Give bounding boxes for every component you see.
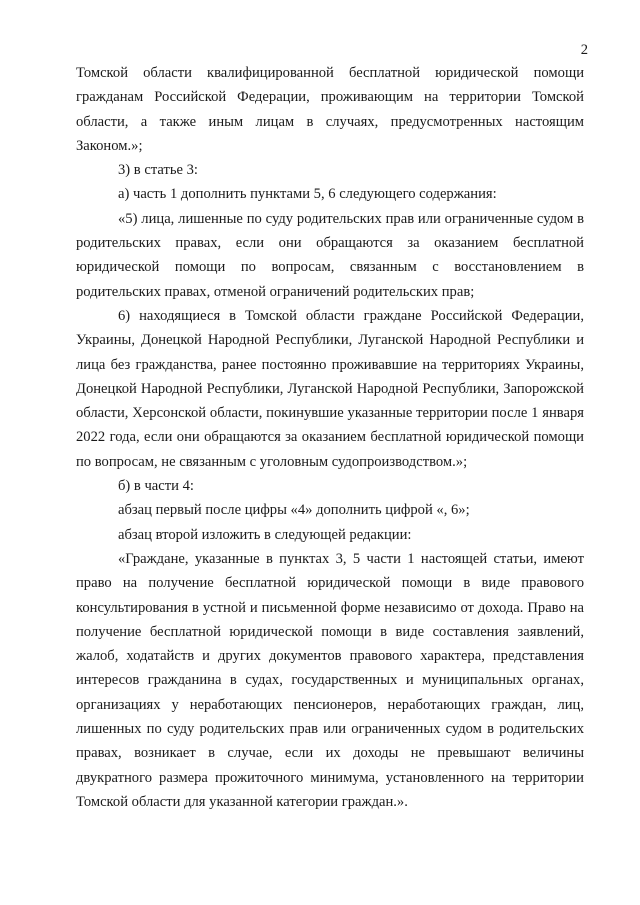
page-number: 2 [580,42,588,58]
paragraph-article-3-heading: 3) в статье 3: [118,162,198,179]
paragraph-new-wording: «Граждане, указанные в пунктах 3, 5 части 1 настоящей статьи, имеют право на получение бесплатной юридической помощи в виде правового консультирования в устной и письменной форме независимо от дохода. Право на получение бесплатной юридической помощи в виде составления заявлений, жалоб, ходатайств и других документов правового характера, представления интересов гражданина в судах, государственных и муниципальных органах, организациях у неработающих пенсионеров, неработающих граждан, лиц, лишенных по суду родительских прав или ограниченных судом в родительских правах, возникает в случае, если их доходы не превышают величины двукратного размера прожиточного минимума, установленного на территории Томской области для указанной категории граждан.». [76,550,584,810]
paragraph-part-4-heading: б) в части 4: [118,478,194,495]
paragraph-part-1-amendment: а) часть 1 дополнить пунктами 5, 6 следующего содержания: [118,186,497,203]
paragraph-item-5: «5) лица, лишенные по суду родительских прав или ограниченные судом в родительских правах, если они обращаются за оказанием бесплатной юридической помощи по вопросам, связанным с восстановлением в родительских правах, отменой ограничений родительских прав; [76,210,584,300]
document-body [76,61,584,814]
paragraph-continuation: Томской области квалифицированной бесплатной юридической помощи гражданам Российской Федерации, проживающим на территории Томской области, а также иным лицам в случаях, предусмотренных настоящим Законом.»; [76,65,584,154]
paragraph-second-clause-amendment: абзац второй изложить в следующей редакции: [118,526,412,543]
paragraph-item-6: 6) находящиеся в Томской области граждане Российской Федерации, Украины, Донецкой Народной Республики, Луганской Народной Республики и лица без гражданства, ранее постоянно проживавшие на территориях Украины, Донецкой Народной Республики, Луганской Народной Республики, Запорожской области, Херсонской области, покинувшие указанные территории после 1 января 2022 года, если они обращаются за оказанием бесплатной юридической помощи по вопросам, не связанным с уголовным судопроизводством.»; [76,307,584,470]
paragraph-first-clause-amendment: абзац первый после цифры «4» дополнить цифрой «, 6»; [118,502,470,519]
